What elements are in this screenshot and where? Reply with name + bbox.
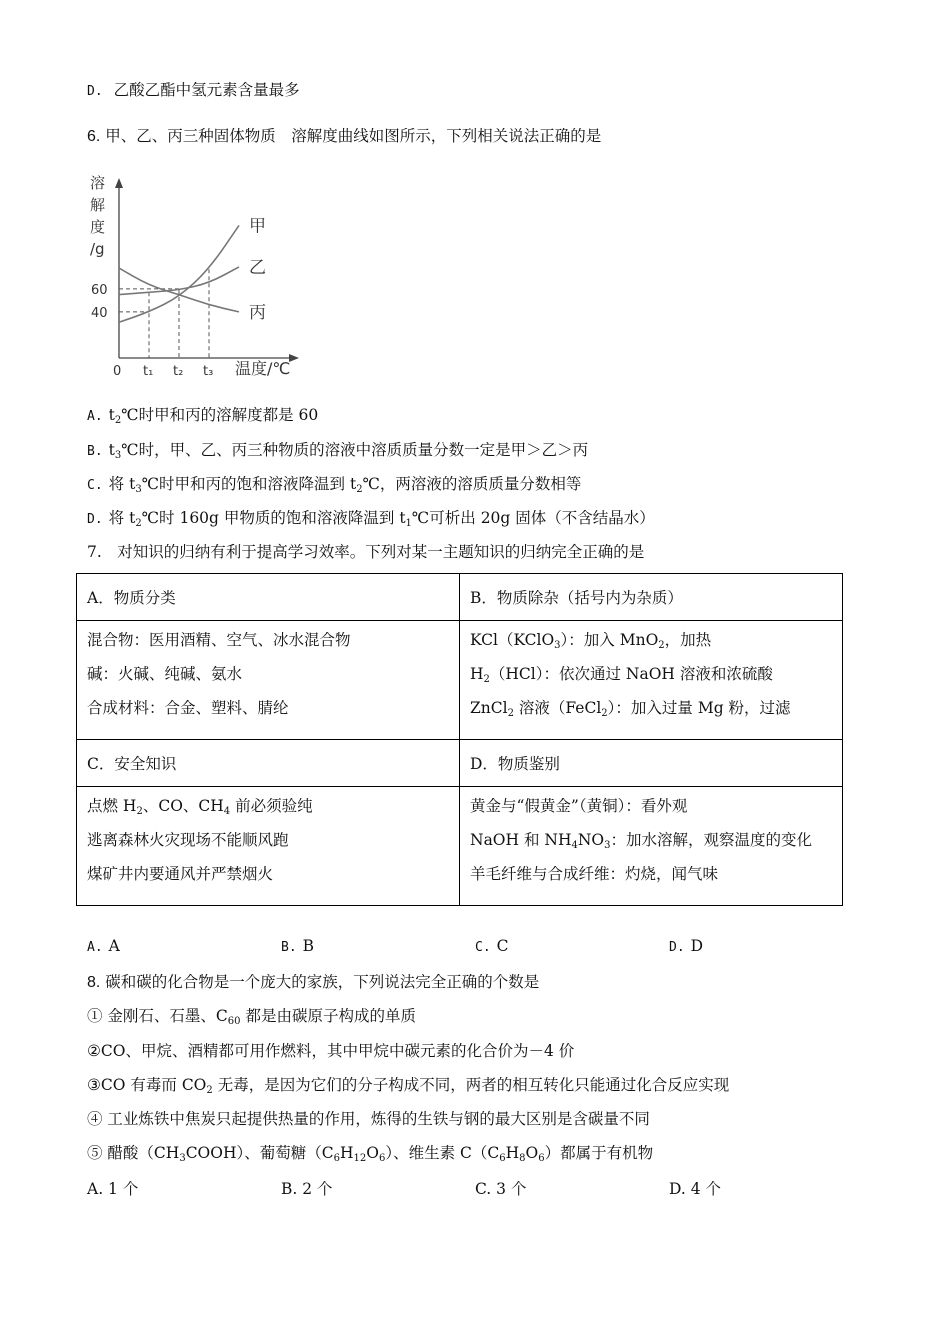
series-label: 丙 <box>249 302 266 323</box>
y-axis-arrow <box>115 178 123 188</box>
x-axis-label: 温度/℃ <box>235 359 291 378</box>
choice-label: B. <box>281 940 297 955</box>
q7-stem: 7. 对知识的归纳有利于提高学习效率。下列对某一主题知识的归纳完全正确的是 <box>87 543 645 561</box>
cell-line: KCl（KClO$_3$）：加入 MnO$_2$，加热 <box>470 631 712 651</box>
question-number: 6. <box>87 128 101 145</box>
y-label-char: /g <box>90 240 105 258</box>
table-row <box>77 621 843 740</box>
question-text: 碳和碳的化合物是一个庞大的家族，下列说法完全正确的个数是 <box>105 973 540 991</box>
q7-choices <box>87 937 847 959</box>
table-cell <box>460 621 843 740</box>
cell-line: 混合物：医用酒精、空气、冰水混合物 <box>87 631 351 649</box>
option-text: 乙酸乙酯中氢元素含量最多 <box>113 81 300 99</box>
series-label: 甲 <box>249 216 266 237</box>
q8-statement: ②CO、甲烷、酒精都可用作燃料，其中甲烷中碳元素的化合价为－4 价 <box>87 1042 575 1060</box>
choice-text: 1 个 <box>103 1180 139 1198</box>
choice-text: 4 个 <box>685 1180 722 1198</box>
option-label: C. <box>87 478 103 493</box>
choice-label: D. <box>669 940 685 955</box>
option-text: $t_3℃$时，甲、乙、丙三种物质的溶液中溶质质量分数一定是甲＞乙＞丙 <box>108 441 589 461</box>
series-label: 乙 <box>249 257 266 278</box>
answer-choice <box>475 937 509 955</box>
option-text: 将 $t_2℃$时 160g 甲物质的饱和溶液降温到 $t_1℃$可析出 20g 固体（不含结晶水） <box>108 509 655 529</box>
chart-labels <box>91 216 290 379</box>
x-axis-arrow <box>289 354 299 362</box>
q5-option-d <box>87 80 300 102</box>
question-text: 甲、乙、丙三种固体物质 溶解度曲线如图所示，下列相关说法正确的是 <box>105 127 602 145</box>
table-header-row <box>77 740 843 787</box>
cell-line: 逃离森林火灾现场不能顺风跑 <box>87 831 289 849</box>
q6-option <box>87 508 655 530</box>
table-header-row <box>77 574 843 621</box>
solubility-chart <box>85 168 310 380</box>
q8-statement: ④ 工业炼铁中焦炭只起提供热量的作用，炼得的生铁与钢的最大区别是含碳量不同 <box>87 1110 650 1128</box>
q8-statement: ① 金刚石、石墨、$C_{60}$ 都是由碳原子构成的单质 <box>87 1007 416 1027</box>
choice-text: B <box>302 937 315 955</box>
choice-label: B. <box>281 1180 298 1198</box>
cell-line: 黄金与“假黄金”（黄铜）：看外观 <box>470 797 688 815</box>
cell-line: 羊毛纤维与合成纤维：灼烧，闻气味 <box>470 865 719 883</box>
y-label-char: 溶 <box>90 174 106 192</box>
table-header-cell: A．物质分类 <box>77 574 460 621</box>
option-label: A. <box>87 409 103 424</box>
choice-text: 3 个 <box>491 1180 527 1198</box>
answer-choice <box>475 1177 526 1199</box>
q8-statement: ③CO 有毒而 $CO_2$ 无毒，是因为它们的分子构成不同，两者的相互转化只能通过化合反应实现 <box>87 1076 730 1096</box>
option-text: 将 $t_3℃$时甲和丙的饱和溶液降温到 $t_2℃$，两溶液的溶质质量分数相等 <box>108 475 582 495</box>
cell-line: 煤矿井内要通风并严禁烟火 <box>87 865 274 883</box>
choice-text: A <box>108 937 120 955</box>
question-number: 8. <box>87 974 101 991</box>
option-label: B. <box>87 444 103 459</box>
table-cell <box>460 787 843 906</box>
cell-line: 点燃 $H_2$、CO、$CH_4$ 前必须验纯 <box>87 797 313 817</box>
x-tick-label: t₂ <box>173 364 184 379</box>
x-tick-label: t₁ <box>143 364 154 379</box>
q8-statement: ⑤ 醋酸$(CH_3COOH)$、葡萄糖$(C_6H_{12}O_6)$、维生素 $C(C_6H_8O_6)$都属于有机物 <box>87 1144 654 1164</box>
answer-choice <box>87 937 120 955</box>
q8-choices <box>87 1177 847 1199</box>
choice-label: A. <box>87 1180 104 1198</box>
table-header-cell: B．物质除杂（括号内为杂质） <box>460 574 843 621</box>
cell-line: 合成材料：合金、塑料、腈纶 <box>87 699 289 717</box>
table-cell <box>77 787 460 906</box>
option-text: $t_2℃$时甲和丙的溶解度都是 60 <box>108 406 319 426</box>
y-label-char: 解 <box>90 196 106 214</box>
q6-option <box>87 474 581 496</box>
q6-option <box>87 405 318 427</box>
answer-choice <box>281 937 314 955</box>
choice-text: C <box>496 937 509 955</box>
cell-line: ZnCl$_2$ 溶液（FeCl$_2$）：加入过量 Mg 粉，过滤 <box>470 699 791 719</box>
choice-text: 2 个 <box>297 1180 333 1198</box>
choice-label: A. <box>87 940 103 955</box>
answer-choice <box>87 1177 138 1199</box>
q6-option <box>87 440 588 462</box>
choice-label: D. <box>669 1180 686 1198</box>
option-label: D. <box>87 84 103 99</box>
knowledge-table <box>76 573 843 906</box>
choice-label: C. <box>475 1180 492 1198</box>
answer-choice <box>669 937 703 955</box>
q6-stem <box>87 126 601 147</box>
table-header-cell: D．物质鉴别 <box>460 740 843 787</box>
y-tick-label: 60 <box>91 282 108 298</box>
cell-line: $H_2(HCl)$：依次通过 NaOH 溶液和浓硫酸 <box>470 665 773 685</box>
y-label-char: 度 <box>90 218 106 236</box>
table-header-cell: C．安全知识 <box>77 740 460 787</box>
origin-label: 0 <box>113 364 122 379</box>
x-tick-label: t₃ <box>203 364 214 379</box>
answer-choice <box>281 1177 333 1199</box>
table-cell <box>77 621 460 740</box>
table-row <box>77 787 843 906</box>
choice-text: D <box>690 937 704 955</box>
cell-line: NaOH 和 $NH_4NO_3$：加水溶解，观察温度的变化 <box>470 831 813 851</box>
cell-line: 碱：火碱、纯碱、氨水 <box>87 665 243 683</box>
option-label: D. <box>87 512 103 527</box>
choice-label: C. <box>475 940 491 955</box>
q8-stem <box>87 972 539 993</box>
answer-choice <box>669 1177 721 1199</box>
y-tick-label: 40 <box>91 305 108 321</box>
